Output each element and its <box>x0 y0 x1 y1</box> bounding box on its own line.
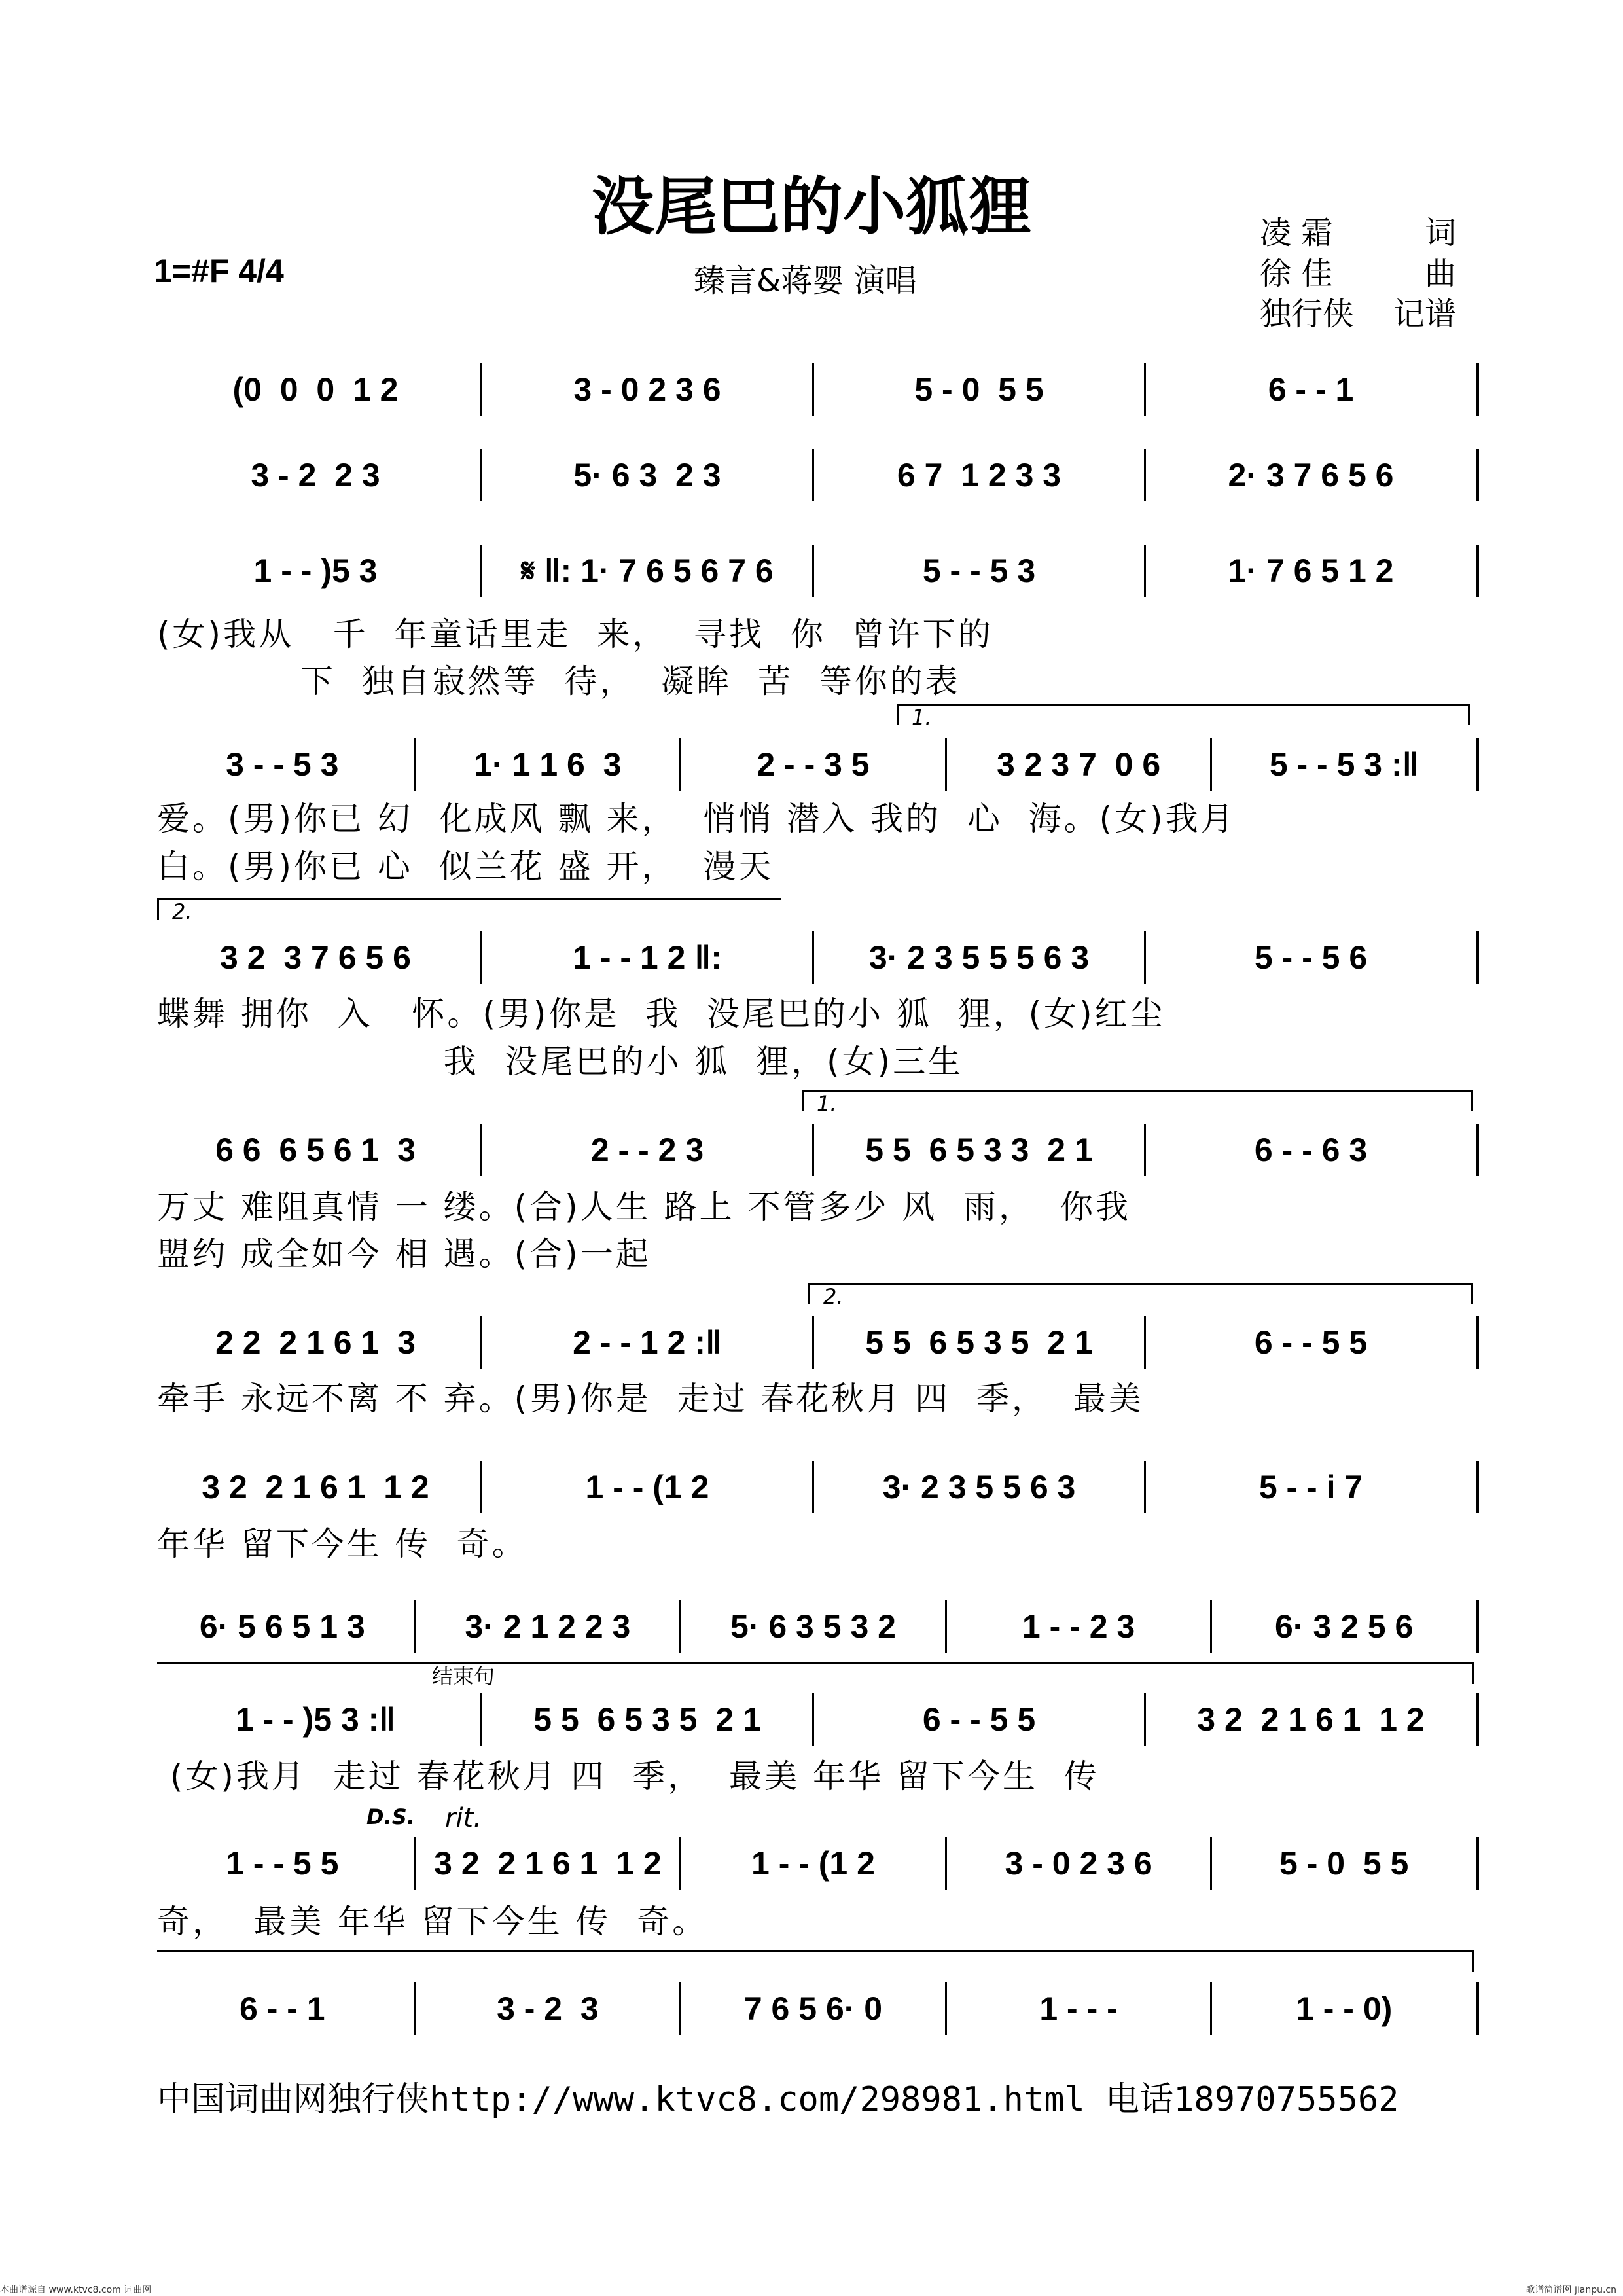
ending-2b-bracket <box>808 1283 1473 1309</box>
measure: 5 - 0 5 5 <box>814 363 1146 416</box>
measure: 5 - - i 7 <box>1146 1461 1479 1513</box>
score-row <box>151 363 1479 416</box>
score-row <box>151 1316 1479 1369</box>
measure: 5 5 6 5 3 5 2 1 <box>482 1693 814 1746</box>
measure: 5 - - 5 6 <box>1146 931 1479 984</box>
credit-name: 徐 佳 <box>1260 255 1333 292</box>
measure: 3 2 2 1 6 1 1 2 <box>1146 1693 1479 1746</box>
lyric-line: 奇， 最美 年华 留下今生 传 奇。 <box>157 1903 708 1941</box>
corner-source-left: 本曲谱源自 www.ktvc8.com 词曲网 <box>0 2285 152 2295</box>
ending-1-label: 1. <box>912 705 932 730</box>
measure: 5· 6 3 2 3 <box>482 449 814 501</box>
credit-role: 曲 <box>1424 255 1456 292</box>
measure: 1 - - )5 3 <box>151 545 482 597</box>
measure: 5 5 6 5 3 3 2 1 <box>814 1124 1146 1176</box>
singers: 臻言&蒋婴 演唱 <box>694 262 917 299</box>
score-row <box>151 1693 1479 1746</box>
lyric-line: 牵手 永远不离 不 弃。(男)你是 走过 春花秋月 四 季， 最美 <box>157 1380 1144 1418</box>
score-row <box>151 449 1479 501</box>
credit-lyricist <box>1260 213 1456 253</box>
measure: 3· 2 1 2 2 3 <box>416 1600 682 1653</box>
measure: 6 - - 6 3 <box>1146 1124 1479 1176</box>
lyric-line: 万丈 难阻真情 一 缕。(合)人生 路上 不管多少 风 雨， 你我 <box>157 1188 1131 1226</box>
measure: 6 6 6 5 6 1 3 <box>151 1124 482 1176</box>
measure: 1· 7 6 5 1 2 <box>1146 545 1479 597</box>
rit-mark: rit. <box>445 1803 482 1833</box>
score-row <box>151 1461 1479 1513</box>
measure: 5· 6 3 5 3 2 <box>681 1600 947 1653</box>
score-row <box>151 931 1479 984</box>
measure: (0 0 0 1 2 <box>151 363 482 416</box>
measure: 6· 5 6 5 1 3 <box>151 1600 416 1653</box>
measure: 6 7 1 2 3 3 <box>814 449 1146 501</box>
measure: 3 - - 5 3 <box>151 738 416 791</box>
measure: 1 - - (1 2 <box>482 1461 814 1513</box>
measure: 3 - 2 2 3 <box>151 449 482 501</box>
measure: 5 - 0 5 5 <box>1212 1837 1479 1890</box>
credit-transcriber <box>1260 294 1456 334</box>
score-row <box>151 1837 1479 1890</box>
measure: 3 2 3 7 0 6 <box>947 738 1213 791</box>
ending-2-label: 2. <box>172 899 192 924</box>
credit-name: 独行侠 <box>1260 296 1355 332</box>
score-row <box>151 545 1479 597</box>
key-signature: 1=#F 4/4 <box>154 253 284 289</box>
measure: 5 - - 5 3 <box>814 545 1146 597</box>
measure: 2 - - 2 3 <box>482 1124 814 1176</box>
measure: 6 - - 5 5 <box>1146 1316 1479 1369</box>
ending-2-label: 2. <box>823 1284 844 1309</box>
lyric-line: 蝶舞 拥你 入 怀。(男)你是 我 没尾巴的小 狐 狸，(女)红尘 <box>157 995 1166 1033</box>
coda-bracket <box>157 1662 1474 1689</box>
measure: 6 - - 1 <box>1146 363 1479 416</box>
measure: 3 - 0 2 3 6 <box>947 1837 1213 1890</box>
measure: 1 - - )5 3 :‖ <box>151 1693 482 1746</box>
score-row <box>151 1124 1479 1176</box>
ending-1b-bracket <box>802 1090 1473 1116</box>
measure: 2· 3 7 6 5 6 <box>1146 449 1479 501</box>
credit-role: 词 <box>1424 215 1456 251</box>
lyric-line: (女)我从 千 年童话里走 来， 寻找 你 曾许下的 <box>157 615 993 653</box>
measure: 2 - - 1 2 :‖ <box>482 1316 814 1369</box>
measure: 6 - - 1 <box>151 1982 416 2035</box>
measure: 1 - - 0) <box>1212 1982 1479 2035</box>
credit-role: 记谱 <box>1393 296 1456 332</box>
measure: 3 - 2 3 <box>416 1982 682 2035</box>
measure: 3 2 2 1 6 1 1 2 <box>151 1461 482 1513</box>
measure: 3 2 2 1 6 1 1 2 <box>416 1837 682 1890</box>
lyric-line: 下 独自寂然等 待， 凝眸 苦 等你的表 <box>157 662 961 700</box>
lyric-line: (女)我月 走过 春花秋月 四 季， 最美 年华 留下今生 传 <box>157 1757 1099 1795</box>
lyric-line: 我 没尾巴的小 狐 狸，(女)三生 <box>157 1043 964 1081</box>
credits <box>1260 213 1456 334</box>
measure: 6 - - 5 5 <box>814 1693 1146 1746</box>
lyric-line: 盟约 成全如今 相 遇。(合)一起 <box>157 1235 651 1273</box>
measure: 2 2 2 1 6 1 3 <box>151 1316 482 1369</box>
measure: 5 5 6 5 3 5 2 1 <box>814 1316 1146 1369</box>
measure: 6· 3 2 5 6 <box>1212 1600 1479 1653</box>
measure: 7 6 5 6· 0 <box>681 1982 947 2035</box>
footer-source: 中国词曲网独行侠http://www.ktvc8.com/298981.html 电话18970755562 <box>157 2080 1399 2119</box>
measure: 2 - - 3 5 <box>681 738 947 791</box>
score-row <box>151 1600 1479 1653</box>
ending-1-bracket <box>897 704 1470 730</box>
measure: 1 - - (1 2 <box>681 1837 947 1890</box>
measure: 1 - - 5 5 <box>151 1837 416 1890</box>
ending-2-bracket <box>157 898 781 924</box>
measure: 1 - - 2 3 <box>947 1600 1213 1653</box>
ds-mark: D.S. <box>366 1804 415 1829</box>
measure: 1· 1 1 6 3 <box>416 738 682 791</box>
corner-source-right: 歌谱简谱网 jianpu.cn <box>1525 2285 1616 2295</box>
lyric-line: 白。(男)你已 心 似兰花 盛 开， 漫天 <box>157 848 774 886</box>
measure: 1 - - - <box>947 1982 1213 2035</box>
page-title: 没尾巴的小狐狸 <box>592 170 1031 243</box>
measure: 3 - 0 2 3 6 <box>482 363 814 416</box>
credit-name: 凌 霜 <box>1260 215 1333 251</box>
score-row <box>151 1982 1479 2035</box>
measure: 𝄋 ‖: 1· 7 6 5 6 7 6 <box>482 545 814 597</box>
measure: 3 2 3 7 6 5 6 <box>151 931 482 984</box>
final-bracket <box>157 1950 1474 1972</box>
lyric-line: 年华 留下今生 传 奇。 <box>157 1525 527 1563</box>
lyric-line: 爱。(男)你已 幻 化成风 飘 来， 悄悄 潜入 我的 心 海。(女)我月 <box>157 800 1236 838</box>
measure: 5 - - 5 3 :‖ <box>1212 738 1479 791</box>
score-row <box>151 738 1479 791</box>
measure: 3· 2 3 5 5 6 3 <box>814 1461 1146 1513</box>
measure: 1 - - 1 2 ‖: <box>482 931 814 984</box>
ending-1-label: 1. <box>817 1091 837 1116</box>
credit-composer <box>1260 253 1456 294</box>
measure: 3· 2 3 5 5 5 6 3 <box>814 931 1146 984</box>
coda-label: 结束句 <box>432 1664 495 1689</box>
